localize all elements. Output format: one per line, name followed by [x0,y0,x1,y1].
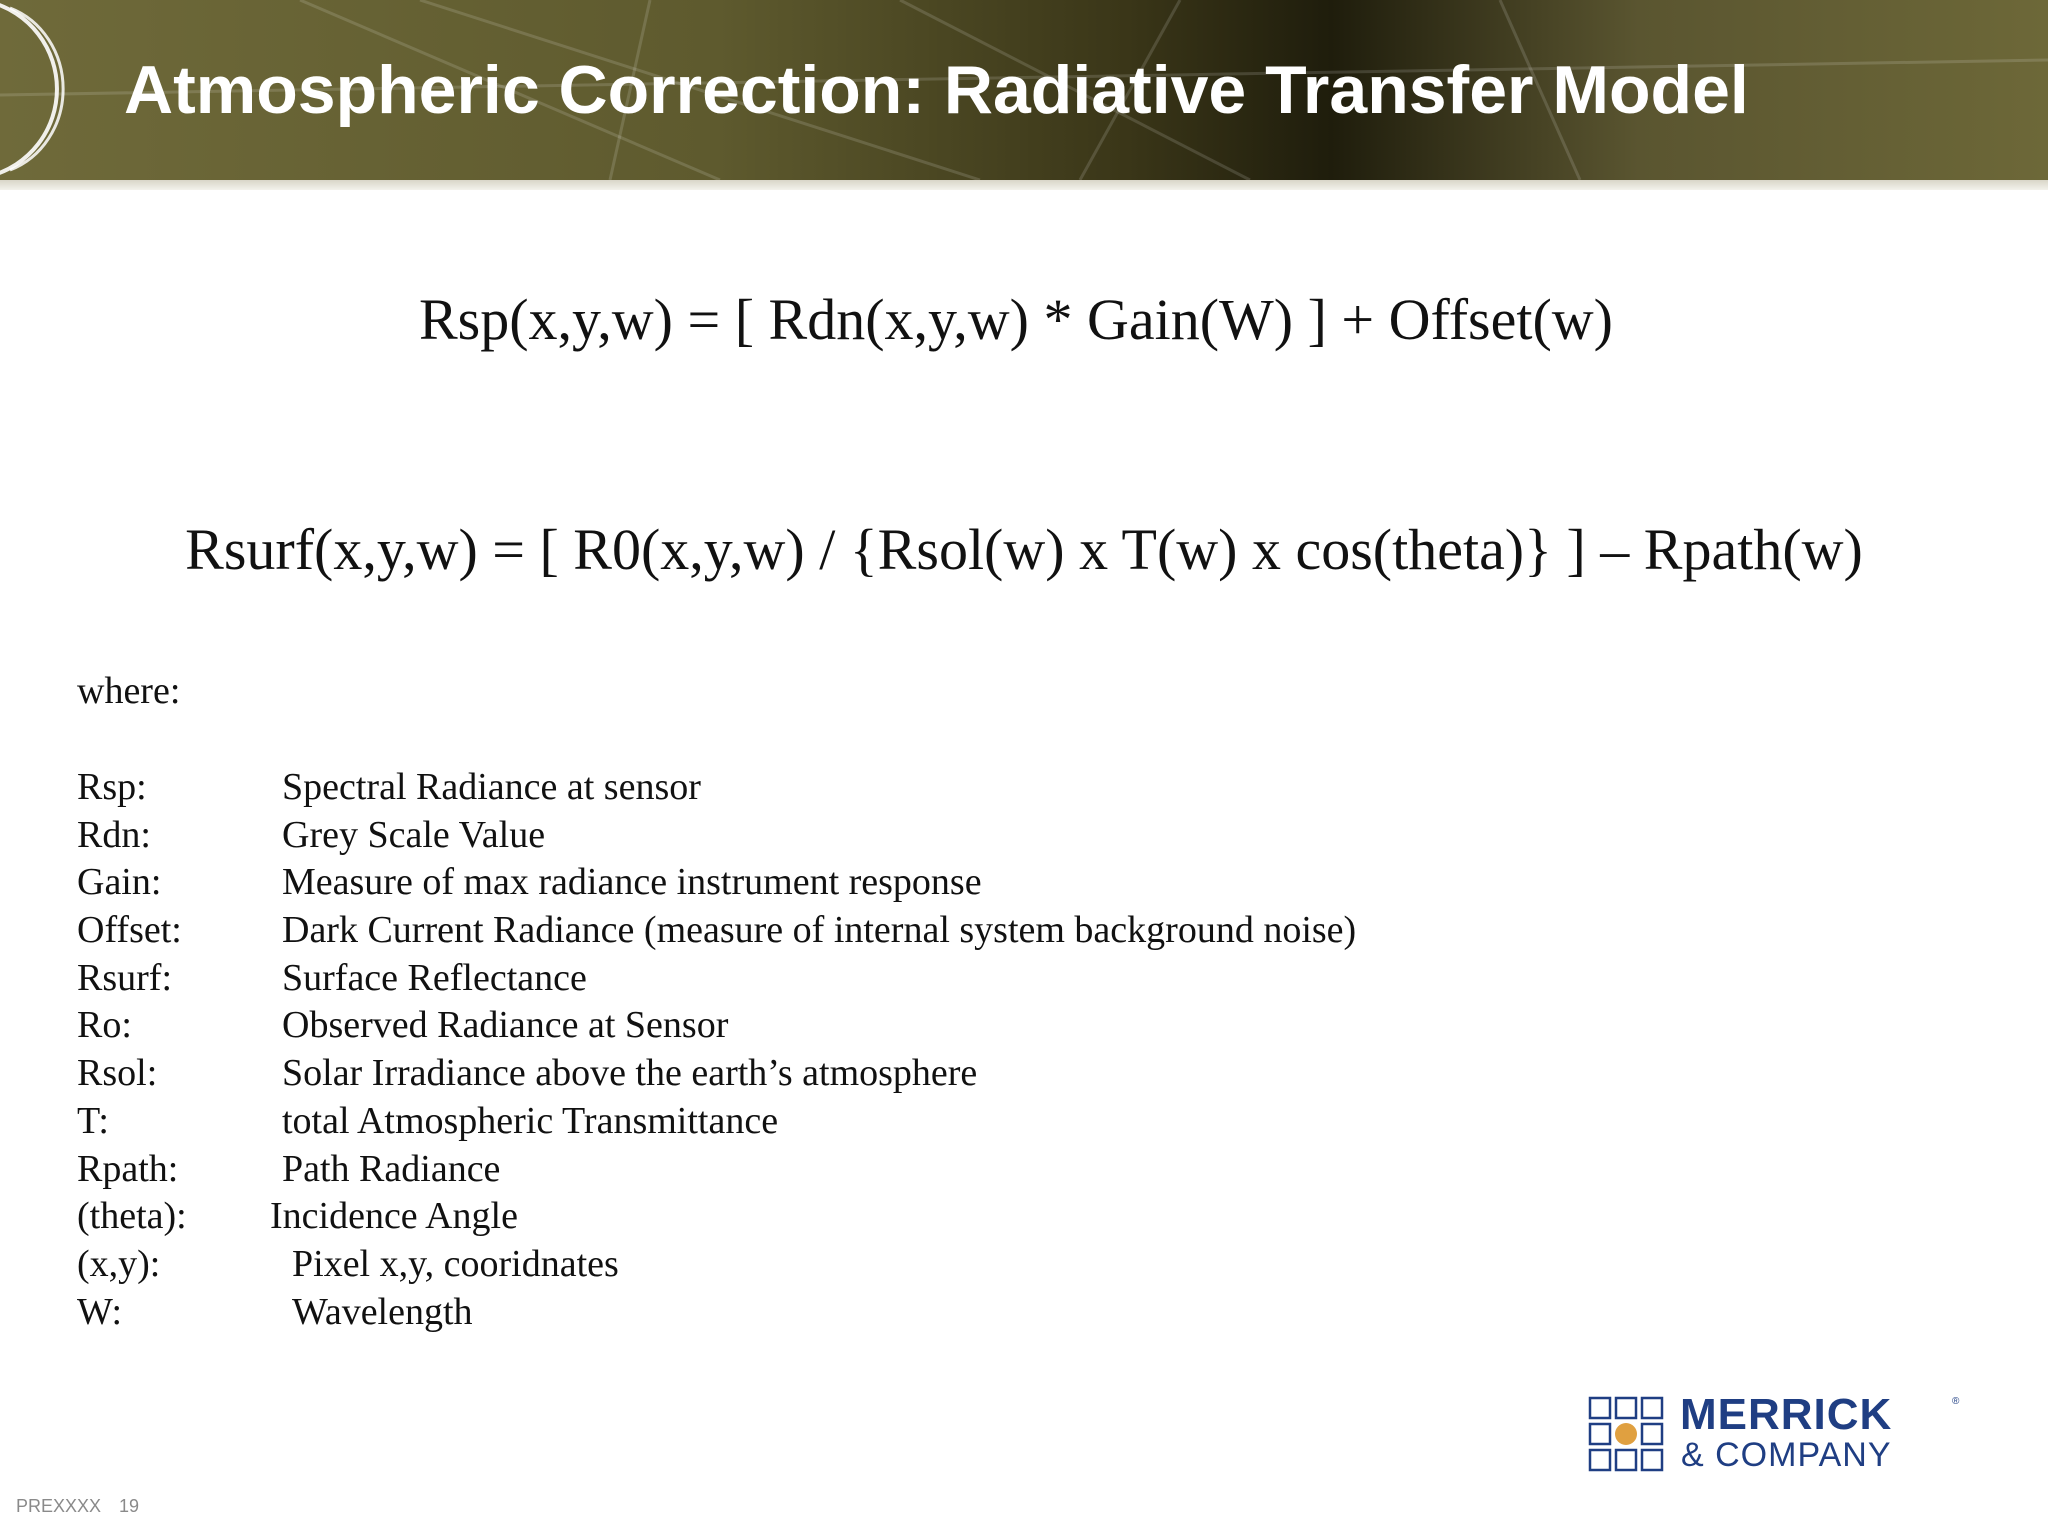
header-banner [0,0,2048,180]
definition-description: Path Radiance [282,1147,501,1190]
definition-row [77,906,1777,954]
where-label: where: [77,670,181,712]
definition-description: Solar Irradiance above the earth’s atmosphere [282,1052,978,1095]
definition-term: Rsurf: [77,956,172,999]
definition-description: Grey Scale Value [282,813,546,856]
doc-code: PREXXXX [16,1496,102,1516]
definition-description: Pixel x,y, cooridnates [292,1242,619,1285]
definition-description: Measure of max radiance instrument response [282,861,982,904]
definition-description: Incidence Angle [270,1195,518,1238]
definition-description: Spectral Radiance at sensor [282,766,701,808]
definition-term: Rpath: [77,1147,179,1190]
merrick-logo [1588,1390,1968,1476]
definition-row [77,1097,1777,1145]
definition-row [77,811,1777,859]
page-number: 19 [119,1496,140,1516]
definition-term: Rsol: [77,1052,158,1095]
definition-description: Wavelength [292,1290,473,1333]
definition-row [77,1001,1777,1049]
header-divider [0,180,2048,190]
logo-subtitle: & COMPANY [1681,1436,1892,1474]
definition-term: Offset: [77,909,182,952]
equation-surface-reflectance: Rsurf(x,y,w) = [ R0(x,y,w) / {Rsol(w) x T(w) x cos(theta)} ] – Rpath(w) [185,517,1863,582]
definition-row [77,858,1777,906]
equation-sensor-radiance: Rsp(x,y,w) = [ Rdn(x,y,w) * Gain(W) ] + Offset(w) [418,287,1613,352]
definitions-list [77,763,1777,1335]
definition-term: Rsp: [77,766,147,808]
slide-title: Atmospheric Correction: Radiative Transfer Model [124,52,1749,128]
definition-description: Observed Radiance at Sensor [282,1004,729,1047]
definition-term: W: [77,1290,123,1333]
definition-row [77,1145,1777,1193]
definition-description: Dark Current Radiance (measure of internal system background noise) [282,909,1357,952]
logo-grid-icon [1588,1396,1664,1472]
definition-row [77,1288,1777,1336]
definition-row [77,954,1777,1002]
definition-row [77,763,1777,811]
definition-term: Gain: [77,861,162,904]
definition-term: (x,y): [77,1242,161,1285]
definition-description: Surface Reflectance [282,956,587,999]
logo-name: MERRICK [1680,1390,1893,1439]
logo-registered-mark: ® [1952,1396,1960,1407]
definition-description: total Atmospheric Transmittance [282,1099,779,1142]
slide-footer [16,1496,139,1517]
definition-row [77,1240,1777,1288]
definition-term: Ro: [77,1004,132,1047]
definition-term: (theta): [77,1195,187,1238]
definition-row [77,1049,1777,1097]
definition-term: T: [77,1099,109,1142]
definition-row [77,1192,1777,1240]
definition-term: Rdn: [77,813,151,856]
